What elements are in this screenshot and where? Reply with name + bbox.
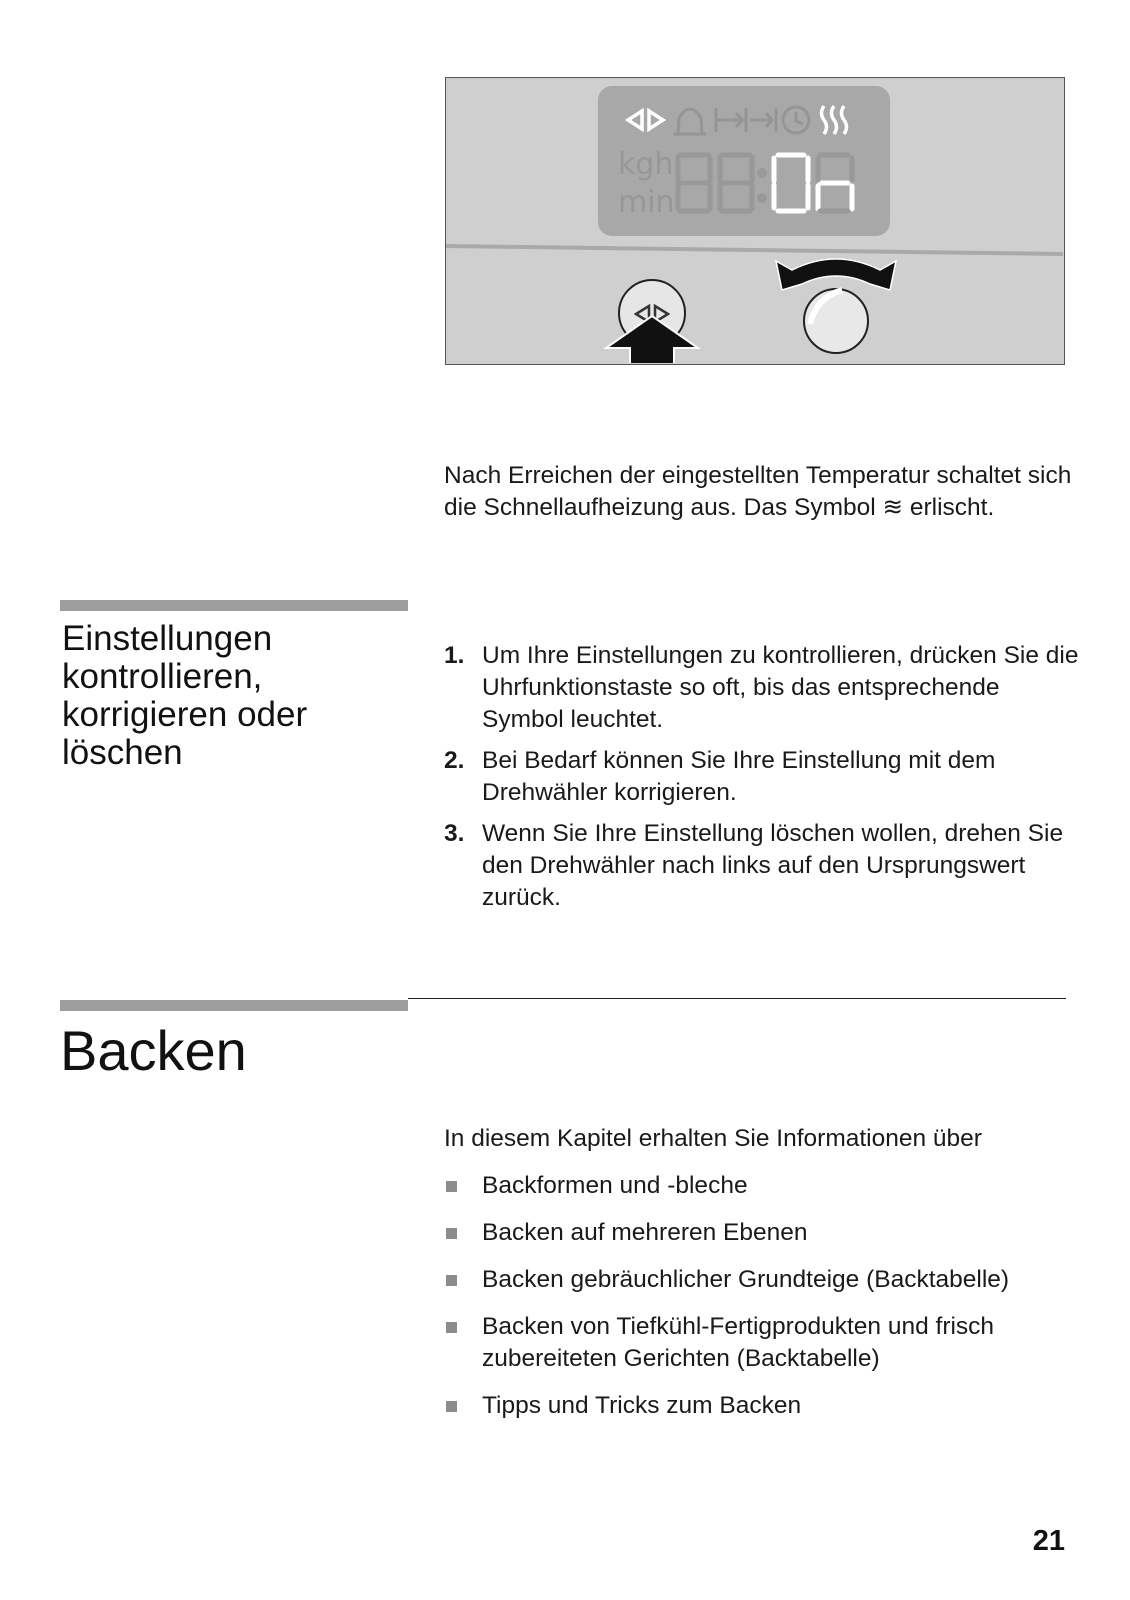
topic-text: Backformen und -bleche xyxy=(482,1172,748,1199)
intro-text-end: erlischt. xyxy=(903,494,995,521)
topics-list xyxy=(444,1170,1084,1437)
step-text: Bei Bedarf können Sie Ihre Einstellung mit dem Drehwähler korrigieren. xyxy=(482,747,996,806)
chapter-title: Backen xyxy=(60,1019,247,1082)
topic-text: Backen auf mehreren Ebenen xyxy=(482,1219,808,1246)
section-bar xyxy=(60,600,408,611)
chapter-intro: In diesem Kapitel erhalten Sie Informationen über xyxy=(444,1125,982,1152)
step-item xyxy=(444,640,1084,736)
step-text: Wenn Sie Ihre Einstellung löschen wollen, drehen Sie den Drehwähler nach links auf den Ursprungswert zurück. xyxy=(482,820,1064,911)
square-bullet-icon xyxy=(446,1228,457,1239)
square-bullet-icon xyxy=(446,1181,457,1192)
intro-paragraph xyxy=(444,460,1084,524)
control-panel-illustration xyxy=(445,77,1065,365)
section-heading: Einstellungen kontrollieren, korrigieren oder löschen xyxy=(62,619,308,772)
list-item xyxy=(444,1170,1084,1202)
intro-text: Nach Erreichen der eingestellten Temperatur schaltet sich die Schnellaufheizung aus. Das Symbol xyxy=(444,462,1072,521)
step-number: 2. xyxy=(444,747,465,774)
square-bullet-icon xyxy=(446,1322,457,1333)
list-item xyxy=(444,1311,1084,1375)
step-item xyxy=(444,818,1084,914)
topic-text: Backen von Tiefkühl-Fertigprodukten und frisch zubereiteten Gerichten (Backtabelle) xyxy=(482,1313,995,1372)
topic-text: Tipps und Tricks zum Backen xyxy=(482,1392,802,1419)
control-panel-drawing xyxy=(446,78,1063,363)
chapter-rule xyxy=(408,998,1066,999)
rapid-heat-symbol: ≋ xyxy=(882,494,904,521)
display-unit-bottom: min xyxy=(618,185,675,220)
list-item xyxy=(444,1390,1084,1422)
step-text: Um Ihre Einstellungen zu kontrollieren, drücken Sie die Uhrfunktionstaste so oft, bis das entsprechende Symbol leuchtet. xyxy=(482,642,1079,733)
step-number: 1. xyxy=(444,642,465,669)
list-item xyxy=(444,1264,1084,1296)
square-bullet-icon xyxy=(446,1401,457,1412)
step-number: 3. xyxy=(444,820,465,847)
topic-text: Backen gebräuchlicher Grundteige (Backtabelle) xyxy=(482,1266,1010,1293)
list-item xyxy=(444,1217,1084,1249)
step-item xyxy=(444,745,1084,809)
chapter-bar xyxy=(60,1000,408,1011)
steps-list xyxy=(444,640,1084,923)
display-unit-top: kgh xyxy=(618,147,674,182)
page-number: 21 xyxy=(1032,1525,1065,1557)
rotary-selector xyxy=(804,289,868,353)
rotate-arrow-icon xyxy=(776,259,896,290)
square-bullet-icon xyxy=(446,1275,457,1286)
